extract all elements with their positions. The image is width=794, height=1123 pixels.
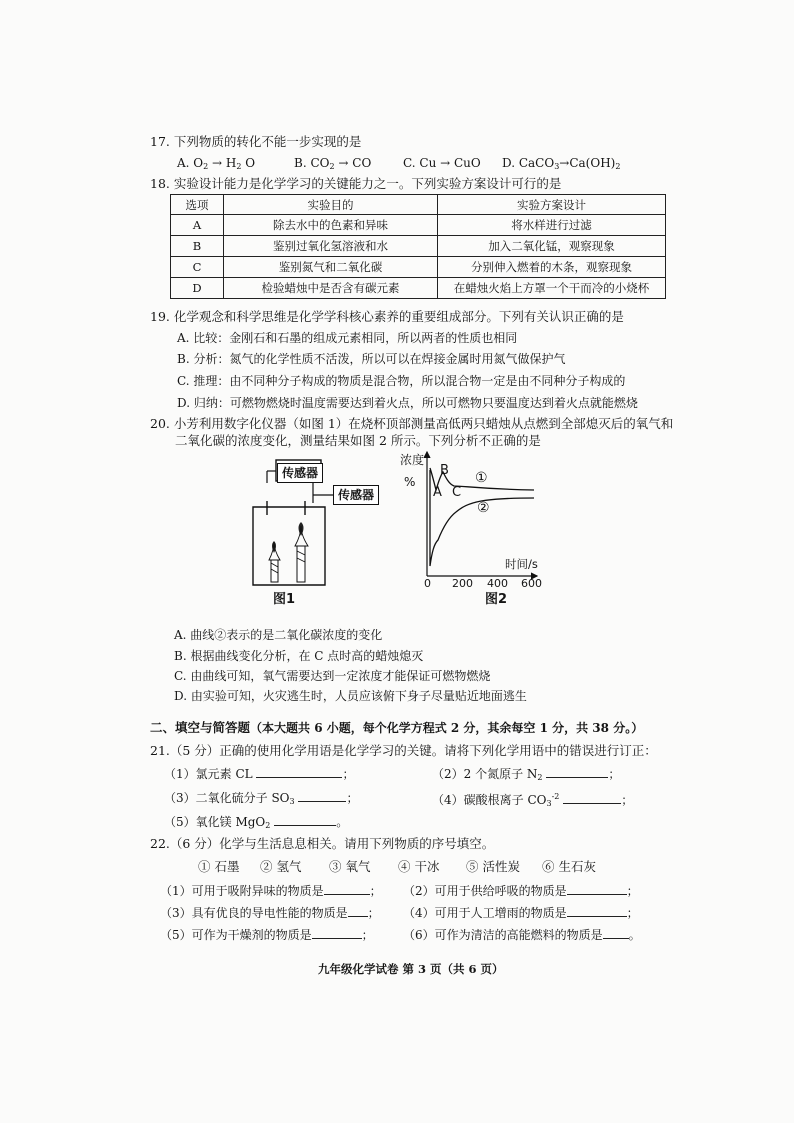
page-footer: 九年级化学试卷 第 3 页（共 6 页） bbox=[318, 962, 504, 976]
table-cell: 鉴别氮气和二氧化碳 bbox=[224, 257, 438, 278]
table-cell: 加入二氧化锰，观察现象 bbox=[438, 236, 666, 257]
point-b-label: B bbox=[440, 463, 449, 478]
q19-stem: 19. 化学观念和科学思维是化学学科核心素养的重要组成部分。下列有关认识正确的是 bbox=[150, 309, 624, 324]
q17-option-a: A. $O_2 \to H_2$ O bbox=[177, 156, 256, 171]
low-candle bbox=[269, 541, 280, 582]
table-cell: C bbox=[171, 257, 224, 278]
answer-blank[interactable] bbox=[274, 813, 336, 826]
q17-option-d: D. $CaCO_3\to Ca(OH)_2$ bbox=[502, 156, 621, 171]
table-cell: B bbox=[171, 236, 224, 257]
table-header: 选项 bbox=[171, 195, 224, 215]
table-header: 实验目的 bbox=[224, 195, 438, 215]
table-cell: 在蜡烛火焰上方罩一个干而冷的小烧杯 bbox=[438, 278, 666, 299]
point-c-label: C bbox=[452, 485, 462, 500]
q22-item-6: （6）可作为清洁的高能燃料的物质是 。 bbox=[403, 928, 641, 942]
q22-stem: 22.（6 分）化学与生活息息相关。请用下列物质的序号填空。 bbox=[150, 836, 495, 851]
q22-item-3: （3）具有优良的导电性能的物质是 ； bbox=[160, 906, 380, 920]
table-cell: A bbox=[171, 215, 224, 236]
q21-item-2: （2）2 个氮原子 $N_2$ ； bbox=[432, 767, 621, 782]
q22-substance: ① 石墨 bbox=[198, 859, 240, 874]
fig2-ylabel-unit: % bbox=[404, 475, 416, 489]
q17-option-c: C. Cu → CuO bbox=[403, 156, 481, 170]
high-candle bbox=[295, 522, 308, 582]
point-a-label: A bbox=[433, 485, 442, 500]
q21-item-1: （1）氯元素 CL ； bbox=[164, 767, 355, 781]
answer-blank[interactable] bbox=[298, 789, 346, 802]
table-cell: 检验蜡烛中是否含有碳元素 bbox=[224, 278, 438, 299]
section-2-heading: 二、填空与简答题（本大题共 6 小题，每个化学方程式 2 分，其余每空 1 分，共 38 分。） bbox=[150, 720, 644, 735]
table-row bbox=[171, 257, 666, 278]
x-axis-label: 时间/s bbox=[505, 557, 538, 571]
figure-1-caption: 图1 bbox=[273, 592, 296, 607]
figure-2-chart bbox=[412, 448, 572, 593]
answer-blank[interactable] bbox=[256, 765, 342, 778]
sensor-label-1: 传感器 bbox=[277, 463, 323, 483]
q20-option-b: B. 根据曲线变化分析，在 C 点时高的蜡烛熄灭 bbox=[174, 649, 424, 663]
q20-option-c: C. 由曲线可知，氧气需要达到一定浓度才能保证可燃物燃烧 bbox=[174, 669, 491, 683]
table-cell: D bbox=[171, 278, 224, 299]
table-cell: 分别伸入燃着的木条，观察现象 bbox=[438, 257, 666, 278]
answer-blank[interactable] bbox=[546, 765, 608, 778]
answer-blank[interactable] bbox=[567, 882, 627, 895]
answer-blank[interactable] bbox=[603, 926, 629, 939]
x-tick: 0 bbox=[424, 577, 431, 590]
q19-option-d: D. 归纳：可燃物燃烧时温度需要达到着火点，所以可燃物只要温度达到着火点就能燃烧 bbox=[177, 396, 638, 410]
figure-2-caption: 图2 bbox=[485, 592, 508, 607]
q20-stem-line2: 二氧化碳的浓度变化，测量结果如图 2 所示。下列分析不正确的是 bbox=[175, 433, 541, 448]
q19-option-c: C. 推理：由不同种分子构成的物质是混合物，所以混合物一定是由不同种分子构成的 bbox=[177, 374, 626, 388]
x-tick: 200 bbox=[452, 577, 473, 590]
answer-blank[interactable] bbox=[563, 791, 621, 804]
q17-option-b: B. $CO_2$ → CO bbox=[294, 156, 372, 171]
q20-option-a: A. 曲线②表示的是二氧化碳浓度的变化 bbox=[174, 628, 383, 642]
table-row bbox=[171, 215, 666, 236]
curve-2-label: ② bbox=[477, 500, 490, 516]
x-tick: 400 bbox=[487, 577, 508, 590]
table-cell: 除去水中的色素和异味 bbox=[224, 215, 438, 236]
q22-substance: ⑤ 活性炭 bbox=[466, 859, 520, 874]
q17-stem: 17. 下列物质的转化不能一步实现的是 bbox=[150, 134, 362, 149]
q21-item-4: （4）碳酸根离子 $CO_3^{-2}$ ； bbox=[432, 792, 634, 808]
q18-stem: 18. 实验设计能力是化学学习的关键能力之一。下列实验方案设计可行的是 bbox=[150, 176, 562, 191]
q22-item-4: （4）可用于人工增雨的物质是 ； bbox=[403, 906, 639, 920]
table-cell: 将水样进行过滤 bbox=[438, 215, 666, 236]
answer-blank[interactable] bbox=[312, 926, 362, 939]
q22-item-2: （2）可用于供给呼吸的物质是 ； bbox=[403, 884, 639, 898]
table-header-row bbox=[171, 195, 666, 215]
beaker-outline bbox=[253, 507, 325, 585]
x-tick: 600 bbox=[521, 577, 542, 590]
q19-option-b: B. 分析：氮气的化学性质不活泼，所以可以在焊接金属时用氮气做保护气 bbox=[177, 352, 566, 366]
q22-item-5: （5）可作为干燥剂的物质是 ； bbox=[160, 928, 374, 942]
q22-substance: ⑥ 生石灰 bbox=[542, 859, 596, 874]
curve-1-label: ① bbox=[475, 470, 488, 486]
table-row bbox=[171, 278, 666, 299]
answer-blank[interactable] bbox=[348, 904, 368, 917]
fig2-ylabel: 浓度 bbox=[400, 453, 425, 467]
answer-blank[interactable] bbox=[324, 882, 370, 895]
q22-substance: ② 氢气 bbox=[260, 859, 302, 874]
q20-stem-line1: 20. 小芳利用数字化仪器（如图 1）在烧杯顶部测量高低两只蜡烛从点燃到全部熄灭后的氧气和 bbox=[150, 416, 674, 431]
q19-option-a: A. 比较：金刚石和石墨的组成元素相同，所以两者的性质也相同 bbox=[177, 331, 518, 345]
q22-item-1: （1）可用于吸附异味的物质是 ； bbox=[160, 884, 382, 898]
q21-item-3: （3）二氧化硫分子 $SO_3$ ； bbox=[164, 791, 359, 806]
q21-stem: 21.（5 分）正确的使用化学用语是化学学习的关键。请将下列化学用语中的错误进行订正： bbox=[150, 743, 657, 758]
table-header: 实验方案设计 bbox=[438, 195, 666, 215]
q18-table bbox=[170, 194, 666, 299]
sensor-label-2: 传感器 bbox=[333, 485, 379, 505]
q20-option-d: D. 由实验可知，火灾逃生时，人员应该俯下身子尽量贴近地面逃生 bbox=[174, 689, 527, 703]
q21-item-5: （5）氧化镁 MgO$_2$ 。 bbox=[164, 815, 349, 830]
table-cell: 鉴别过氧化氢溶液和水 bbox=[224, 236, 438, 257]
q22-substance: ③ 氧气 bbox=[329, 859, 371, 874]
q22-substance: ④ 干冰 bbox=[398, 859, 440, 874]
table-row bbox=[171, 236, 666, 257]
answer-blank[interactable] bbox=[567, 904, 627, 917]
